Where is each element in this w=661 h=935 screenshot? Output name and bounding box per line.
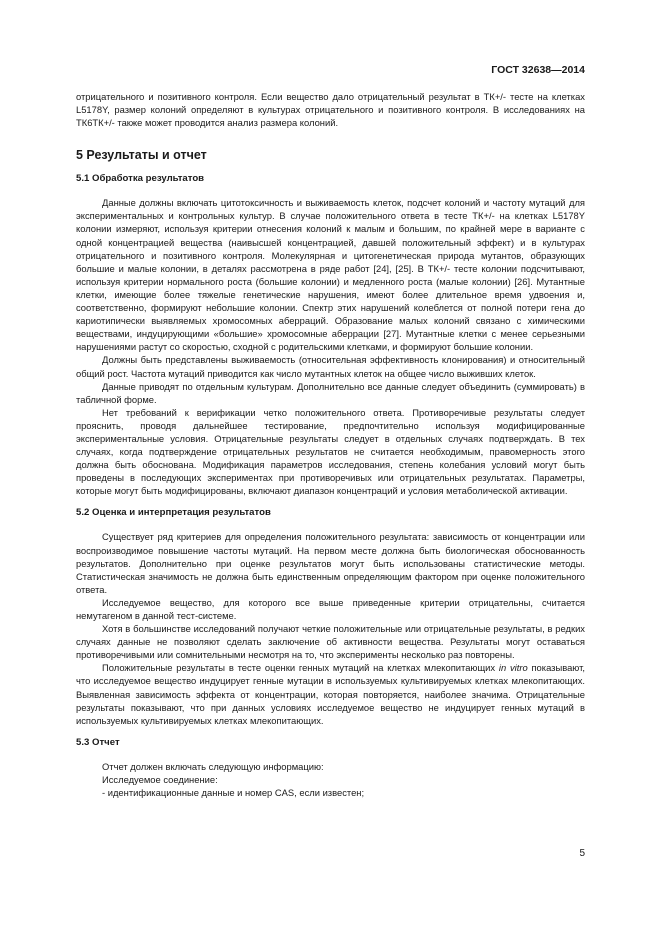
intro-paragraph: отрицательного и позитивного контроля. Если вещество дало отрицательный результат в ТК+/- тесте на клетках L5178Y, размер колоний определяют в культурах отрицательного и позитивного контроля. В исследованиях на ТК6ТК+/- также может проводится анализ размера колоний. xyxy=(76,91,585,129)
section-5-heading: 5 Результаты и отчет xyxy=(76,148,207,163)
paragraph: Нет требований к верификации четко положительного ответа. Противоречивые результаты следует прояснить, проводя дальнейшее тестирование, предпочтительно используя модифицированные экспериментальные условия. Отрицательные результаты следует в отдельных случаях подтверждать. В тех случаях, когда подтверждение отрицательных результатов не считается необходимым, правомерность этого должна быть обоснована. Модификация параметров исследования, степень колебания условий могут быть проведены в последующих экспериментах при противоречивых или отрицательных результатах. Параметры, которые могут быть модифицированы, включают диапазон концентраций и условия метаболической активации. xyxy=(76,406,585,497)
paragraph: Существует ряд критериев для определения положительного результата: зависимость от концентрации или воспроизводимое повышение частоты мутаций. На первом месте должна быть биологическая обоснованность результатов. Дополнительно при оценке результатов могут быть использованы статистические методы. Статистическая значимость не должна быть единственным определяющим фактором при оценке положительного ответа. xyxy=(76,531,585,595)
paragraph-in-vitro xyxy=(76,661,585,726)
document-body xyxy=(76,90,585,799)
report-line: Отчет должен включать следующую информацию: xyxy=(102,760,324,772)
document-code: ГОСТ 32638—2014 xyxy=(491,64,585,76)
page-number: 5 xyxy=(579,848,585,859)
paragraph: Данные приводят по отдельным культурам. Дополнительно все данные следует объединить (суммировать) в табличной форме. xyxy=(76,380,585,405)
paragraph: Данные должны включать цитотоксичность и выживаемость клеток, подсчет колоний и частоту мутаций для экспериментальных и контрольных культур. В случае положительного ответа в тесте ТК+/- на клетках L5178Y колонии измеряют, используя критерии отнесения колоний к малым и большим, по крайней мере в варианте с одной концентрацией вещества (наивысшей концентрацией, давшей положительный эффект) и в культурах отрицательного и позитивного контроля. Молекулярная и цитогенетическая природа мутантов, образующих большие и малые колонии, в деталях рассмотрена в ряде работ [24], [25]. В ТК+/- тесте колонии подсчитывают, используя критерии нормального роста (большие колонии) и медленного роста (малые колонии) [26]. Мутантные клетки, имеющие более тяжелые генетические нарушения, имеют более длительное время удвоения и, соответственно, формируют небольшие колонии. Спектр этих нарушений колеблется от полной потери гена до кариотипически выявляемых хромосомных аберраций. Образование малых колоний связано с химическими веществами, индуцирующими «большие» хромосомные аберрации [27]. Мутантные клетки с менее серьезными нарушениями растут со скоростью, сходной с родительскими клетками, и формируют большие колонии. xyxy=(76,197,585,353)
text-segment: показывают, что исследуемое вещество индуцирует генные мутации в используемых культивируемых клетках млекопитающих. Выявленная зависимость эффекта от концентрации, которая повторяется, наиболее значима. Отрицательные результаты показывают, что при данных условиях исследуемое вещество не индуцирует генных мутаций в используемых культивируемых клетках млекопитающих. xyxy=(76,662,585,726)
report-line: Исследуемое соединение: xyxy=(102,773,218,785)
paragraph: Должны быть представлены выживаемость (относительная эффективность клонирования) и относительный общий рост. Частота мутаций приводится как число мутантных клеток на общее число выживших клеток. xyxy=(76,354,585,379)
paragraph: Хотя в большинстве исследований получают четкие положительные или отрицательные результаты, в редких случаях данные не позволяют сделать заключение об активности вещества. Результаты могут оставаться противоречивыми или сомнительными несмотря на то, что эксперименты несколько раз повторены. xyxy=(76,623,585,661)
section-5-2-heading: 5.2 Оценка и интерпретация результатов xyxy=(76,507,271,519)
paragraph: Исследуемое вещество, для которого все выше приведенные критерии отрицательны, считается немутагеном в данной тест-системе. xyxy=(76,596,585,621)
report-list-item: - идентификационные данные и номер CAS, если известен; xyxy=(102,787,365,799)
italic-term: in vitro xyxy=(498,662,528,674)
section-5-1-heading: 5.1 Обработка результатов xyxy=(76,173,205,185)
section-5-3-heading: 5.3 Отчет xyxy=(76,736,120,748)
text-segment: Положительные результаты в тесте оценки генных мутаций на клетках млекопитающих xyxy=(102,662,499,674)
